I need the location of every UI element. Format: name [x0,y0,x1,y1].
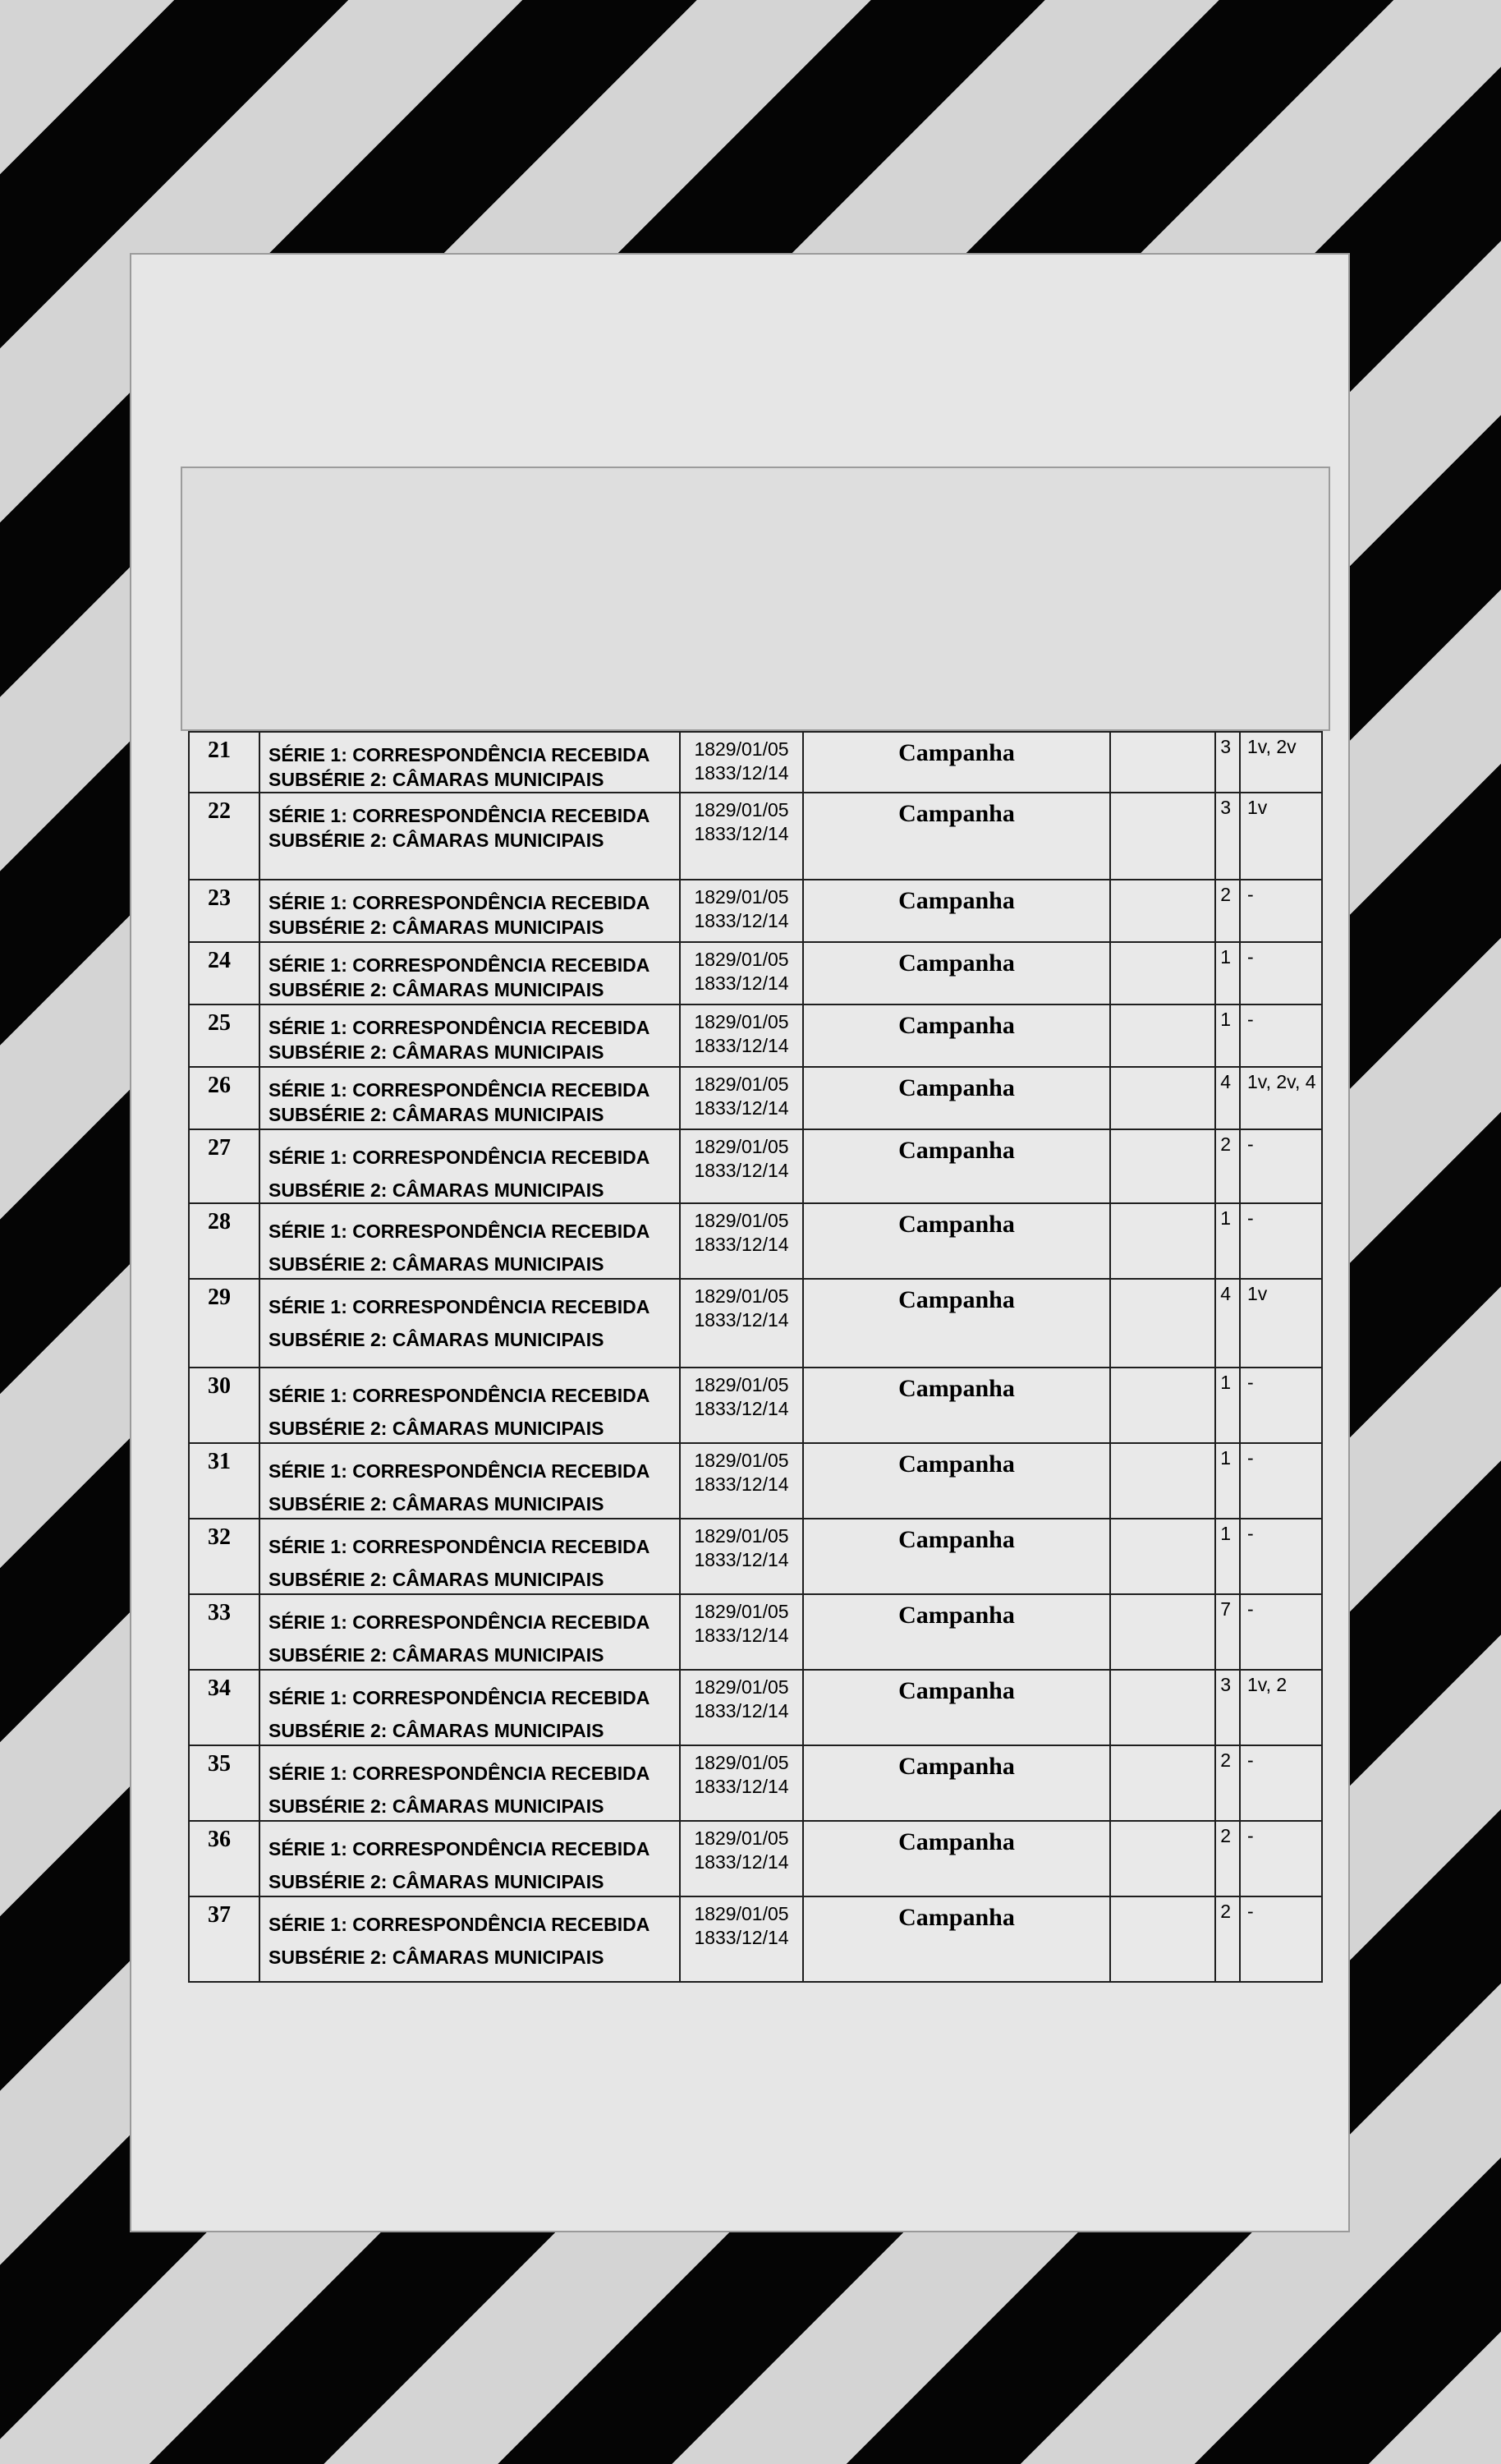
document-count: 2 [1215,880,1240,942]
subserie-label: SUBSÉRIE 2: CÂMARAS MUNICIPAIS [269,1041,604,1063]
place-name: Campanha [803,1745,1110,1821]
empty-cell [1110,1368,1215,1443]
folio-list: 1v, 2 [1240,1670,1322,1745]
place-name: Campanha [803,793,1110,880]
table-row [189,1443,1322,1519]
document-count: 1 [1215,1203,1240,1279]
place-name: Campanha [803,1896,1110,1982]
series-description [259,732,680,793]
folio-list: 1v [1240,1279,1322,1368]
subserie-label: SUBSÉRIE 2: CÂMARAS MUNICIPAIS [269,769,604,790]
series-description [259,942,680,1004]
serie-label: SÉRIE 1: CORRESPONDÊNCIA RECEBIDA [269,1838,650,1859]
table-row [189,1670,1322,1745]
date-start: 1829/01/05 [694,1525,789,1547]
document-count: 3 [1215,732,1240,793]
series-description [259,1279,680,1368]
subserie-label: SUBSÉRIE 2: CÂMARAS MUNICIPAIS [269,1569,604,1590]
date-end: 1833/12/14 [694,823,789,844]
table-row [189,732,1322,793]
date-end: 1833/12/14 [694,1927,789,1948]
folio-list: - [1240,942,1322,1004]
item-number: 23 [189,880,259,942]
place-name: Campanha [803,1821,1110,1896]
document-count: 2 [1215,1821,1240,1896]
table-row [189,1896,1322,1982]
empty-cell [1110,1745,1215,1821]
document-count: 2 [1215,1896,1240,1982]
document-count: 4 [1215,1279,1240,1368]
series-description [259,1368,680,1443]
date-range [680,1745,803,1821]
date-range [680,1896,803,1982]
folio-list: 1v, 2v [1240,732,1322,793]
date-start: 1829/01/05 [694,1011,789,1032]
table-row [189,1004,1322,1067]
date-range [680,793,803,880]
empty-cell [1110,1279,1215,1368]
item-number: 29 [189,1279,259,1368]
item-number: 34 [189,1670,259,1745]
subserie-label: SUBSÉRIE 2: CÂMARAS MUNICIPAIS [269,1644,604,1666]
date-start: 1829/01/05 [694,1136,789,1157]
item-number: 36 [189,1821,259,1896]
place-name: Campanha [803,942,1110,1004]
serie-label: SÉRIE 1: CORRESPONDÊNCIA RECEBIDA [269,1017,650,1038]
date-end: 1833/12/14 [694,1851,789,1873]
item-number: 21 [189,732,259,793]
empty-cell [1110,1203,1215,1279]
empty-cell [1110,1821,1215,1896]
empty-cell [1110,1443,1215,1519]
serie-label: SÉRIE 1: CORRESPONDÊNCIA RECEBIDA [269,1763,650,1784]
date-end: 1833/12/14 [694,1160,789,1181]
date-start: 1829/01/05 [694,1450,789,1471]
place-name: Campanha [803,1594,1110,1670]
folio-list: - [1240,1519,1322,1594]
place-name: Campanha [803,880,1110,942]
item-number: 24 [189,942,259,1004]
empty-cell [1110,1129,1215,1203]
series-description [259,1129,680,1203]
place-name: Campanha [803,1443,1110,1519]
table-row [189,1279,1322,1368]
table-row [189,1745,1322,1821]
folio-list: - [1240,1443,1322,1519]
document-count: 2 [1215,1745,1240,1821]
serie-label: SÉRIE 1: CORRESPONDÊNCIA RECEBIDA [269,805,650,826]
series-description [259,793,680,880]
date-end: 1833/12/14 [694,1035,789,1056]
series-description [259,1821,680,1896]
empty-cell [1110,880,1215,942]
subserie-label: SUBSÉRIE 2: CÂMARAS MUNICIPAIS [269,1179,604,1201]
date-range [680,1821,803,1896]
table-row [189,1519,1322,1594]
serie-label: SÉRIE 1: CORRESPONDÊNCIA RECEBIDA [269,1296,650,1317]
subserie-label: SUBSÉRIE 2: CÂMARAS MUNICIPAIS [269,917,604,938]
blank-header-box [181,467,1330,731]
serie-label: SÉRIE 1: CORRESPONDÊNCIA RECEBIDA [269,1687,650,1708]
folio-list: 1v [1240,793,1322,880]
folio-list: - [1240,1368,1322,1443]
date-start: 1829/01/05 [694,1374,789,1395]
table-row [189,880,1322,942]
date-range [680,1004,803,1067]
series-description [259,1896,680,1982]
item-number: 22 [189,793,259,880]
date-range [680,1519,803,1594]
serie-label: SÉRIE 1: CORRESPONDÊNCIA RECEBIDA [269,1147,650,1168]
folio-list: - [1240,1004,1322,1067]
series-description [259,1745,680,1821]
place-name: Campanha [803,1670,1110,1745]
subserie-label: SUBSÉRIE 2: CÂMARAS MUNICIPAIS [269,1253,604,1275]
date-range [680,1368,803,1443]
table-row [189,942,1322,1004]
item-number: 30 [189,1368,259,1443]
table-row [189,793,1322,880]
table-row [189,1594,1322,1670]
empty-cell [1110,1594,1215,1670]
date-range [680,732,803,793]
folio-list: - [1240,1745,1322,1821]
document-count: 3 [1215,1670,1240,1745]
inventory-table [188,731,1323,1983]
item-number: 25 [189,1004,259,1067]
date-range [680,1443,803,1519]
date-start: 1829/01/05 [694,1601,789,1622]
serie-label: SÉRIE 1: CORRESPONDÊNCIA RECEBIDA [269,1914,650,1935]
table-row [189,1203,1322,1279]
table-row [189,1821,1322,1896]
series-description [259,1670,680,1745]
place-name: Campanha [803,1004,1110,1067]
folio-list: - [1240,1203,1322,1279]
empty-cell [1110,732,1215,793]
date-range [680,1203,803,1279]
date-end: 1833/12/14 [694,910,789,931]
place-name: Campanha [803,732,1110,793]
document-count: 1 [1215,1004,1240,1067]
date-end: 1833/12/14 [694,972,789,994]
place-name: Campanha [803,1203,1110,1279]
subserie-label: SUBSÉRIE 2: CÂMARAS MUNICIPAIS [269,830,604,851]
document-count: 3 [1215,793,1240,880]
subserie-label: SUBSÉRIE 2: CÂMARAS MUNICIPAIS [269,1493,604,1515]
place-name: Campanha [803,1129,1110,1203]
empty-cell [1110,1519,1215,1594]
date-range [680,1279,803,1368]
date-range [680,942,803,1004]
folio-list: - [1240,1594,1322,1670]
date-start: 1829/01/05 [694,1210,789,1231]
date-end: 1833/12/14 [694,1097,789,1119]
document-count: 4 [1215,1067,1240,1129]
date-start: 1829/01/05 [694,1285,789,1307]
document-count: 1 [1215,1443,1240,1519]
document-count: 1 [1215,1368,1240,1443]
item-number: 31 [189,1443,259,1519]
date-end: 1833/12/14 [694,762,789,784]
table-row [189,1067,1322,1129]
table-row [189,1368,1322,1443]
item-number: 27 [189,1129,259,1203]
date-start: 1829/01/05 [694,799,789,821]
serie-label: SÉRIE 1: CORRESPONDÊNCIA RECEBIDA [269,892,650,913]
folio-list: - [1240,880,1322,942]
item-number: 35 [189,1745,259,1821]
series-description [259,1067,680,1129]
empty-cell [1110,942,1215,1004]
place-name: Campanha [803,1067,1110,1129]
date-end: 1833/12/14 [694,1625,789,1646]
document-count: 1 [1215,1519,1240,1594]
document-sheet [130,253,1350,2232]
date-end: 1833/12/14 [694,1398,789,1419]
date-end: 1833/12/14 [694,1776,789,1797]
date-range [680,1067,803,1129]
item-number: 26 [189,1067,259,1129]
date-start: 1829/01/05 [694,1676,789,1698]
document-count: 7 [1215,1594,1240,1670]
table-row [189,1129,1322,1203]
empty-cell [1110,1670,1215,1745]
folio-list: 1v, 2v, 4 [1240,1067,1322,1129]
date-range [680,1594,803,1670]
serie-label: SÉRIE 1: CORRESPONDÊNCIA RECEBIDA [269,1611,650,1633]
subserie-label: SUBSÉRIE 2: CÂMARAS MUNICIPAIS [269,1418,604,1439]
date-end: 1833/12/14 [694,1473,789,1495]
date-end: 1833/12/14 [694,1234,789,1255]
subserie-label: SUBSÉRIE 2: CÂMARAS MUNICIPAIS [269,1795,604,1817]
place-name: Campanha [803,1279,1110,1368]
subserie-label: SUBSÉRIE 2: CÂMARAS MUNICIPAIS [269,1720,604,1741]
date-end: 1833/12/14 [694,1700,789,1722]
subserie-label: SUBSÉRIE 2: CÂMARAS MUNICIPAIS [269,979,604,1000]
serie-label: SÉRIE 1: CORRESPONDÊNCIA RECEBIDA [269,1221,650,1242]
document-count: 1 [1215,942,1240,1004]
document-count: 2 [1215,1129,1240,1203]
place-name: Campanha [803,1519,1110,1594]
date-range [680,1670,803,1745]
inventory-table-body [189,732,1322,1982]
folio-list: - [1240,1129,1322,1203]
date-start: 1829/01/05 [694,1827,789,1849]
serie-label: SÉRIE 1: CORRESPONDÊNCIA RECEBIDA [269,954,650,976]
date-end: 1833/12/14 [694,1549,789,1570]
date-start: 1829/01/05 [694,1073,789,1095]
folio-list: - [1240,1821,1322,1896]
subserie-label: SUBSÉRIE 2: CÂMARAS MUNICIPAIS [269,1104,604,1125]
date-start: 1829/01/05 [694,738,789,760]
place-name: Campanha [803,1368,1110,1443]
series-description [259,1594,680,1670]
item-number: 28 [189,1203,259,1279]
date-start: 1829/01/05 [694,1903,789,1924]
empty-cell [1110,793,1215,880]
date-start: 1829/01/05 [694,949,789,970]
empty-cell [1110,1896,1215,1982]
serie-label: SÉRIE 1: CORRESPONDÊNCIA RECEBIDA [269,1385,650,1406]
date-end: 1833/12/14 [694,1309,789,1331]
series-description [259,880,680,942]
subserie-label: SUBSÉRIE 2: CÂMARAS MUNICIPAIS [269,1871,604,1892]
date-range [680,880,803,942]
serie-label: SÉRIE 1: CORRESPONDÊNCIA RECEBIDA [269,1079,650,1101]
empty-cell [1110,1067,1215,1129]
series-description [259,1203,680,1279]
item-number: 33 [189,1594,259,1670]
serie-label: SÉRIE 1: CORRESPONDÊNCIA RECEBIDA [269,1536,650,1557]
empty-cell [1110,1004,1215,1067]
item-number: 37 [189,1896,259,1982]
serie-label: SÉRIE 1: CORRESPONDÊNCIA RECEBIDA [269,744,650,765]
serie-label: SÉRIE 1: CORRESPONDÊNCIA RECEBIDA [269,1460,650,1482]
subserie-label: SUBSÉRIE 2: CÂMARAS MUNICIPAIS [269,1947,604,1968]
date-range [680,1129,803,1203]
folio-list: - [1240,1896,1322,1982]
date-start: 1829/01/05 [694,886,789,908]
date-start: 1829/01/05 [694,1752,789,1773]
series-description [259,1443,680,1519]
item-number: 32 [189,1519,259,1594]
subserie-label: SUBSÉRIE 2: CÂMARAS MUNICIPAIS [269,1329,604,1350]
series-description [259,1519,680,1594]
series-description [259,1004,680,1067]
